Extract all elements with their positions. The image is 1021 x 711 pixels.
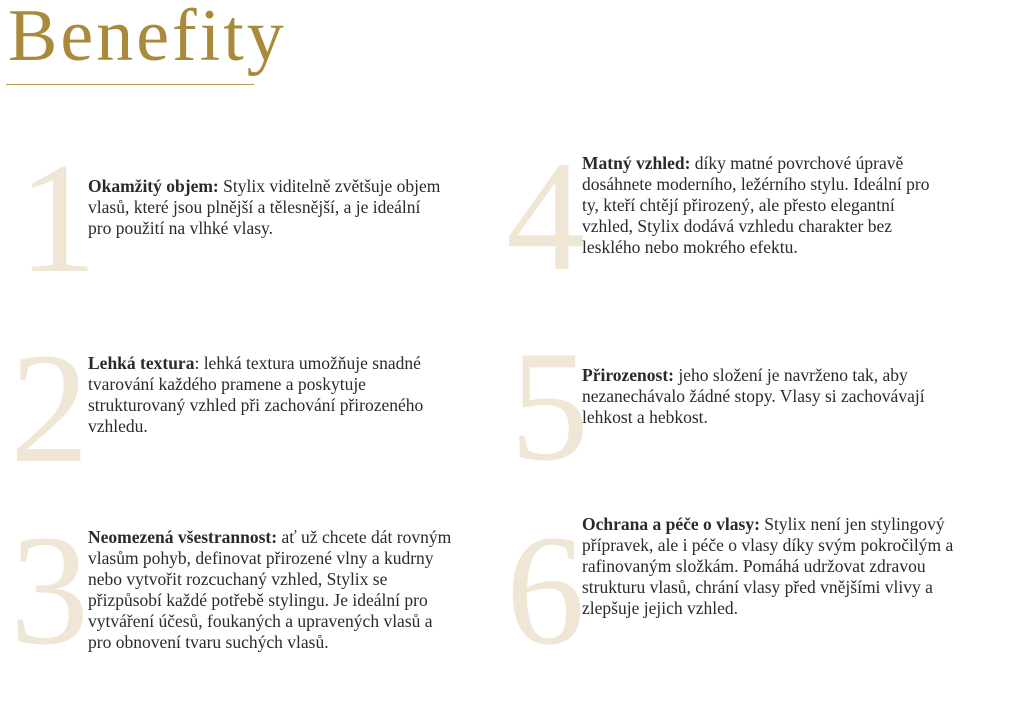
benefit-5-description: jeho složení je navrženo tak, aby nezanechávalo žádné stopy. Vlasy si zachovávají lehkost a hebkost. [582,365,925,427]
benefit-2-description: : lehká textura umožňuje snadné tvarování každého pramene a poskytuje strukturovaný vzhled při zachování přirozeného vzhledu. [88,353,424,436]
benefit-3-text [88,527,460,653]
title-underline [6,84,254,85]
benefit-6-text [582,514,954,619]
benefit-3-numeral: 3 [10,503,89,678]
benefit-1-description: Stylix viditelně zvětšuje objem vlasů, které jsou plnější a tělesnější, a je ideální pro použití na vlhké vlasy. [88,176,441,238]
benefit-6-description: Stylix není jen stylingový přípravek, ale i péče o vlasy díky svým pokročilým a rafinovaným složkám. Pomáhá udržovat zdravou strukturu vlasů, chrání vlasy před vnějšími vlivy a zlepšuje jejich vzhled. [582,514,954,618]
benefit-2-numeral: 2 [10,321,89,496]
benefit-3-term: Neomezená všestrannost: [88,527,278,547]
benefit-1-numeral: 1 [18,131,97,306]
benefit-5-numeral: 5 [510,319,589,494]
benefit-6-term: Ochrana a péče o vlasy: [582,514,760,534]
benefit-3-description: ať už chcete dát rovným vlasům pohyb, definovat přirozené vlny a kudrny nebo vytvořit rozcuchaný vzhled, Stylix se přizpůsobí každé potřebě stylingu. Je ideální pro vytváření účesů, foukaných a upravených vlasů a pro obnovení tvaru suchých vlasů. [88,527,452,652]
benefit-1-text [88,176,448,239]
benefit-2-text [88,353,460,437]
benefit-4-description: díky matné povrchové úpravě dosáhnete moderního, ležérního stylu. Ideální pro ty, kteří chtějí přirozený, ale přesto elegantní vzhled, Stylix dodává vzhledu charakter bez lesklého nebo mokrého efektu. [582,153,930,257]
page-title: Benefity [8,0,287,77]
benefit-2-term: Lehká textura [88,353,195,373]
benefit-6-numeral: 6 [506,503,585,678]
benefit-5-text [582,365,950,428]
benefit-4-numeral: 4 [506,129,585,304]
benefit-5-term: Přirozenost: [582,365,675,385]
benefit-4-text [582,153,950,258]
benefit-1-term: Okamžitý objem: [88,176,219,196]
benefit-4-term: Matný vzhled: [582,153,691,173]
